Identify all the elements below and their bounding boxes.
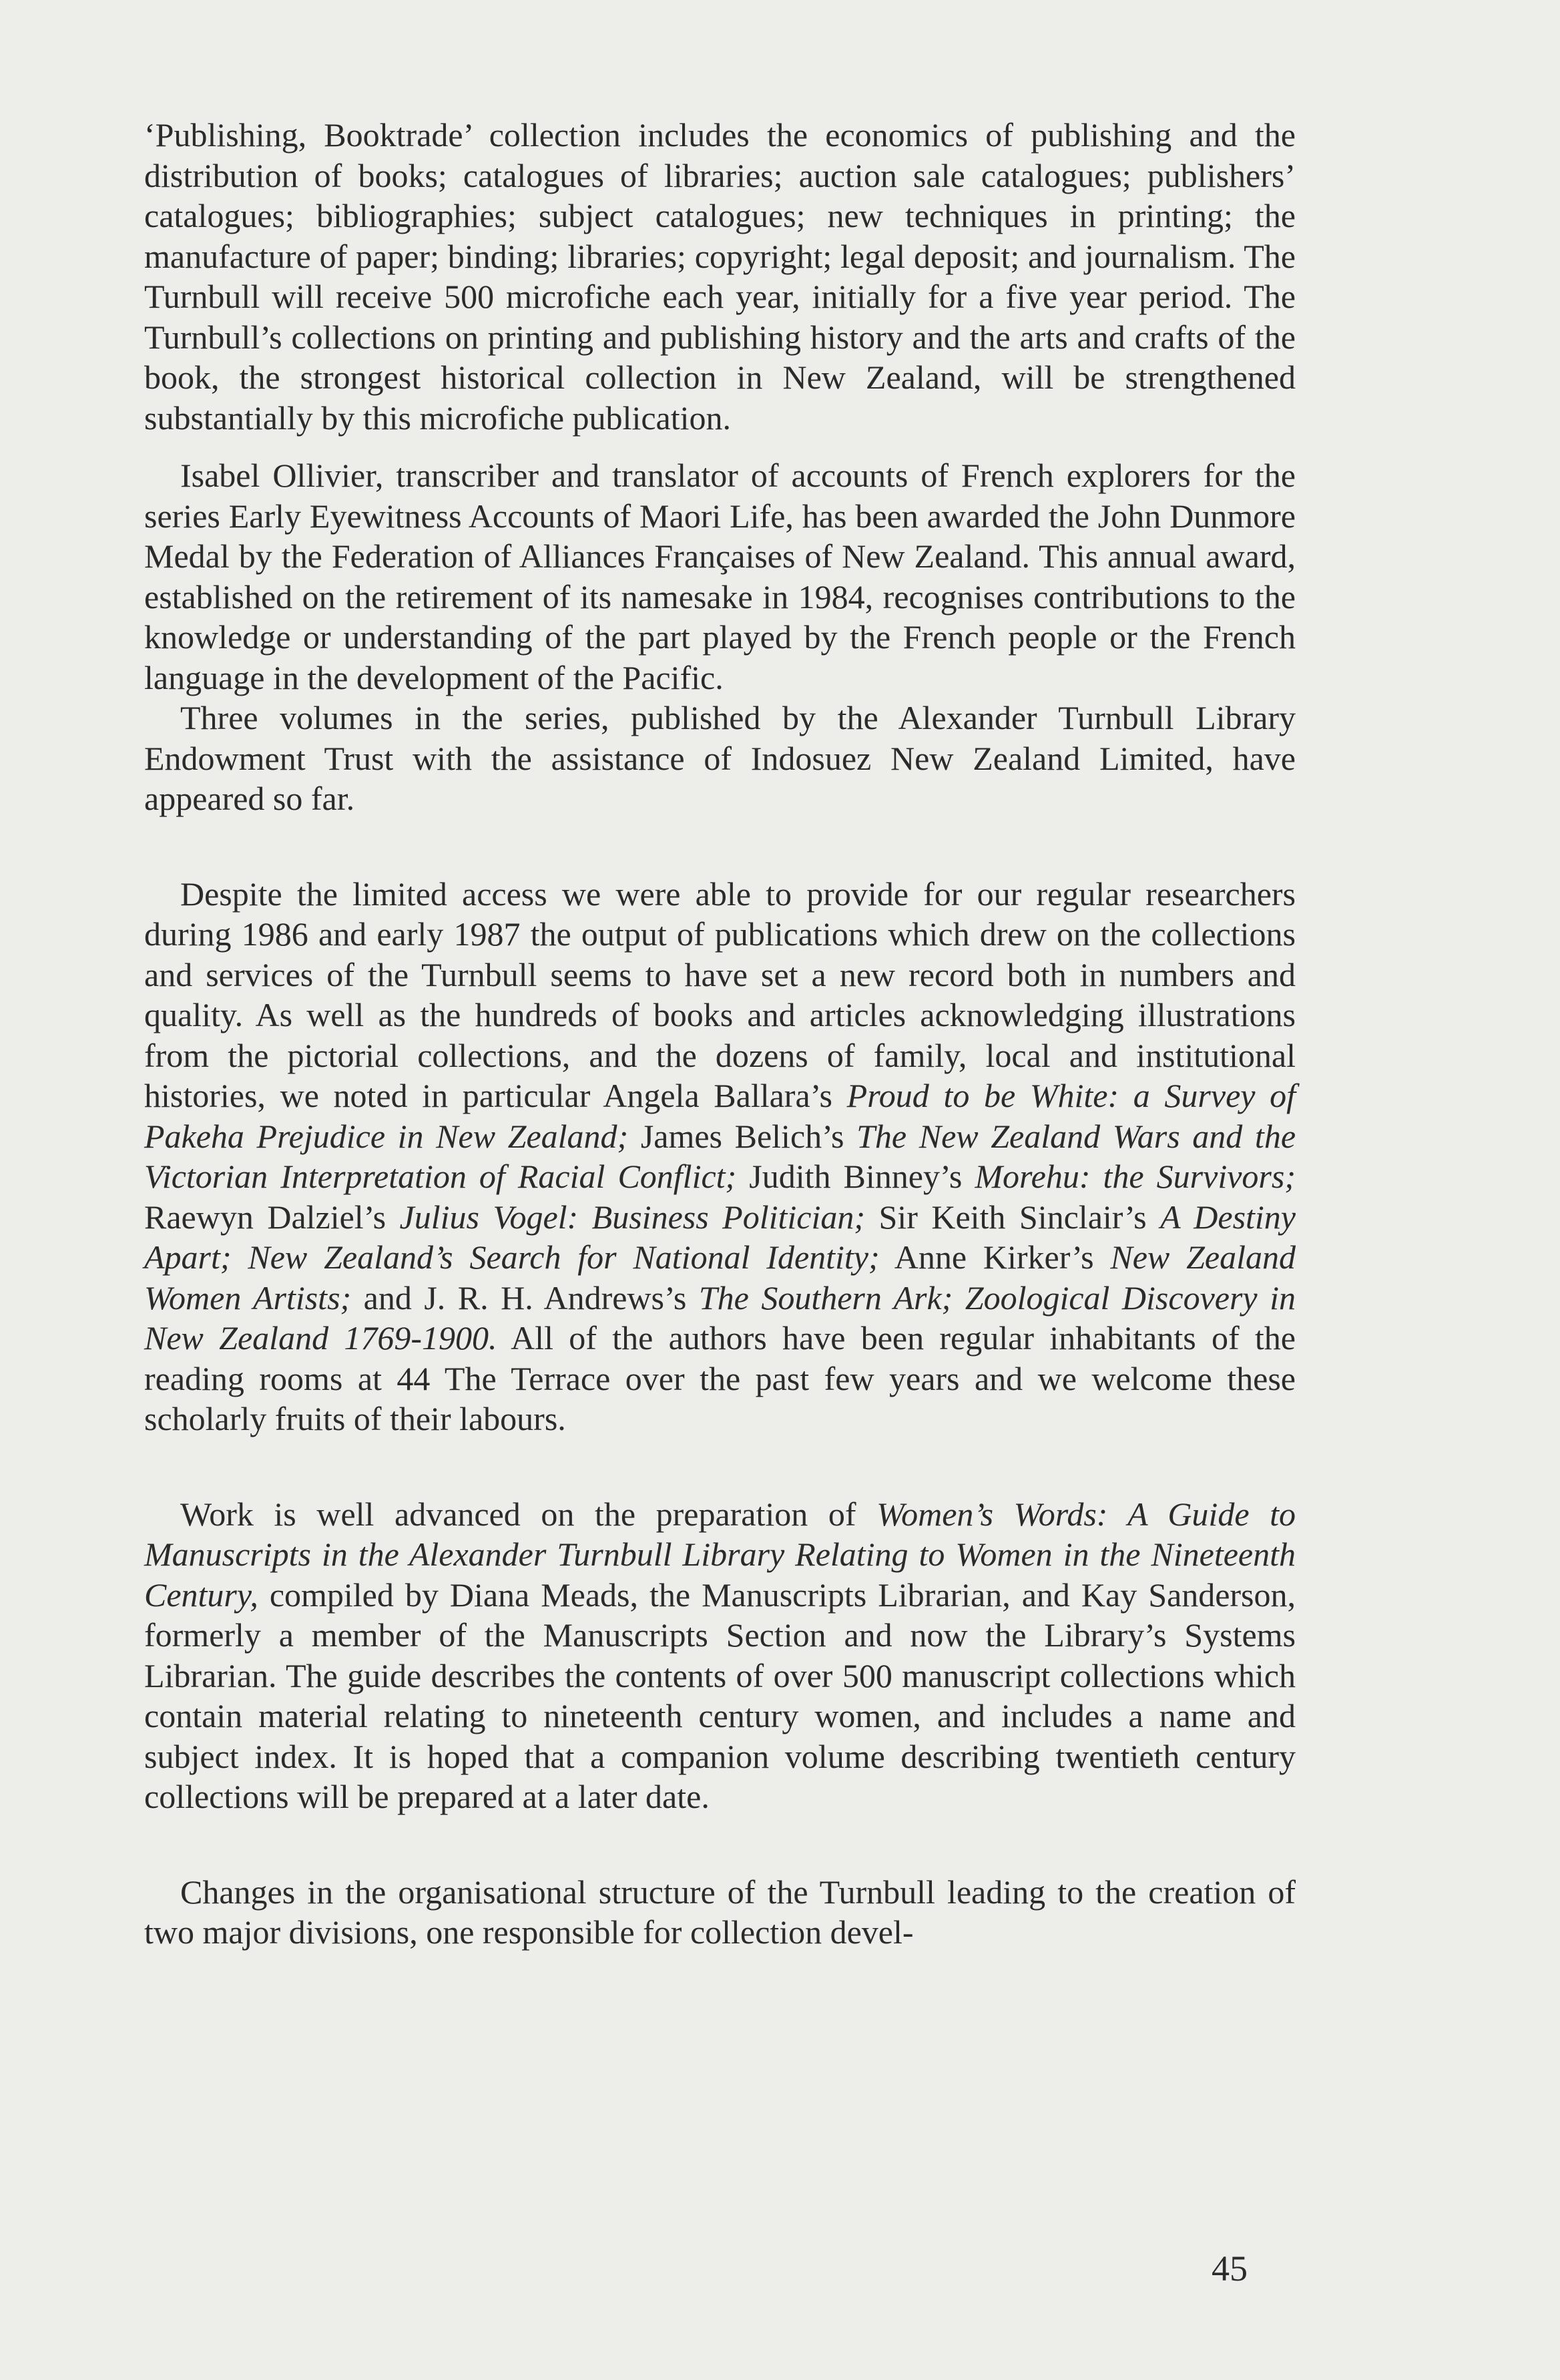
text-run: Judith Binney’s	[736, 1158, 975, 1195]
text-run: Despite the limited access we were able to provide for our regular researchers during 1986 and early 1987 the output of publications which drew on the collections and services of the Turnbull seems to have set a new record both in numbers and quality. As well as the hundreds of books and articles acknowledging illustrations from the pictorial collections, and the dozens of family, local and institutional histories, we noted in particular Angela Ballara’s	[144, 875, 1296, 1114]
text-run: compiled by Diana Meads, the Manuscripts Librarian, and Kay Sanderson, formerly a member of the Manuscripts Section and now the Library’s Systems Librarian. The guide describes the contents of over 500 manuscript collections which contain material relating to nineteenth century women, and includes a name and subject index. It is hoped that a companion volume describing twentieth century collections will be prepared at a later date.	[144, 1576, 1296, 1815]
paragraph-womens-words-guide	[144, 1494, 1296, 1817]
text-run: Anne Kirker’s	[879, 1238, 1111, 1276]
text-run: All of the authors have been regular inhabitants of the reading rooms at 44 The Terrace over the past few years and we welcome these scholarly fruits of their labours.	[144, 1319, 1296, 1437]
book-title-nz-women-artists: New Zealand Women Artists;	[144, 1238, 1296, 1317]
text-run: Raewyn Dalziel’s	[144, 1198, 400, 1236]
book-title-new-zealand-wars: The New Zealand Wars and the Victorian Interpretation of Racial Conflict;	[144, 1117, 1296, 1195]
text-run: Work is well advanced on the preparation of	[180, 1495, 877, 1533]
paragraph-publications-output	[144, 874, 1296, 1439]
body-text-column	[144, 115, 1296, 1953]
paragraph-organisational-changes: Changes in the organisational structure of the Turnbull leading to the creation of two major divisions, one responsible for collection devel-	[144, 1873, 1296, 1951]
page-number: 45	[1212, 2248, 1248, 2289]
text-run: and J. R. H. Andrews’s	[351, 1278, 699, 1317]
paragraph-volumes-series: Three volumes in the series, published by the Alexander Turnbull Library Endowment Trust with the assistance of Indosuez New Zealand Limited, have appeared so far.	[144, 699, 1296, 817]
text-run: James Belich’s	[628, 1117, 857, 1155]
text-run: Sir Keith Sinclair’s	[865, 1198, 1161, 1236]
paragraph-ollivier-award: Isabel Ollivier, transcriber and translator of accounts of French explorers for the series Early Eyewitness Accounts of Maori Life, has been awarded the John Dunmore Medal by the Federation of Alliances Françaises of New Zealand. This annual award, established on the retirement of its namesake in 1984, recognises contributions to the knowledge or understanding of the part played by the French people or the French language in the development of the Pacific.	[144, 457, 1296, 696]
book-title-morehu: Morehu: the Survivors;	[975, 1158, 1296, 1195]
paragraph-booktrade-collection: ‘Publishing, Booktrade’ collection includes the economics of publishing and the distribution of books; catalogues of libraries; auction sale catalogues; publishers’ catalogues; bibliographies; subject catalogues; new techniques in printing; the manufacture of paper; binding; libraries; copyright; legal deposit; and journalism. The Turnbull will receive 500 microfiche each year, initially for a five year period. The Turnbull’s collections on printing and publishing history and the arts and crafts of the book, the strongest historical collection in New Zealand, will be strengthened substantially by this microfiche publication.	[144, 116, 1296, 437]
book-title-womens-words: Women’s Words: A Guide to Manuscripts in the Alexander Turnbull Library Relating to Women in the Nineteenth Century,	[144, 1495, 1296, 1614]
book-title-a-destiny-apart: A Destiny Apart; New Zealand’s Search for National Identity;	[144, 1198, 1296, 1276]
book-title-proud-to-be-white: Proud to be White: a Survey of Pakeha Prejudice in New Zealand;	[144, 1077, 1296, 1155]
book-title-southern-ark: The Southern Ark; Zoological Discovery in New Zealand 1769-1900.	[144, 1278, 1296, 1357]
book-title-julius-vogel: Julius Vogel: Business Politician;	[399, 1198, 866, 1236]
